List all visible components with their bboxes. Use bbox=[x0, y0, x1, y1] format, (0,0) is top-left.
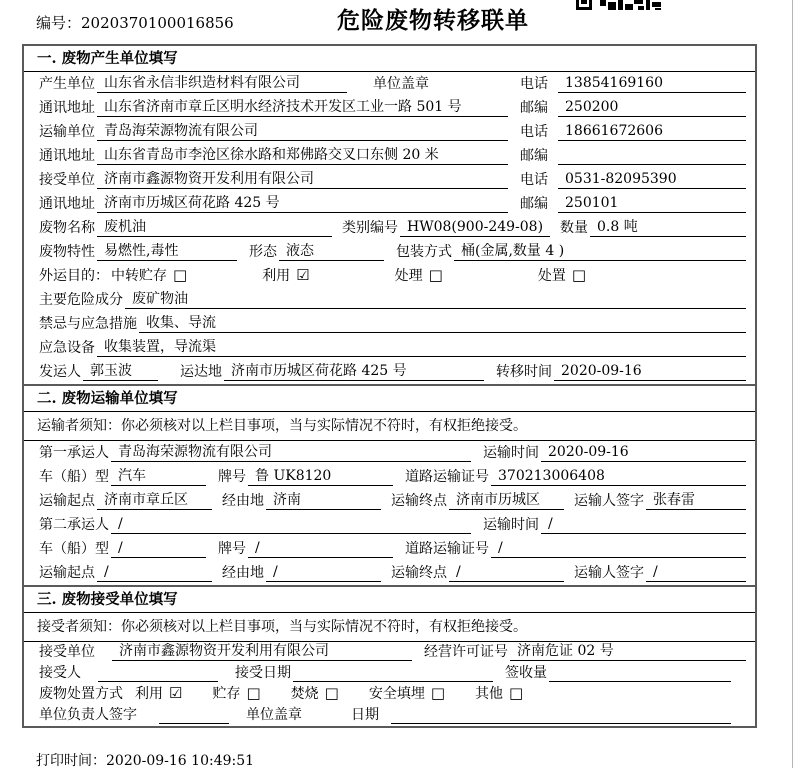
transport-time-label: 运输时间 bbox=[483, 445, 539, 461]
first-carrier-label: 第一承运人 bbox=[39, 445, 109, 461]
origin2-value: / bbox=[97, 564, 212, 582]
endpoint1-value: 济南市历城区 bbox=[449, 492, 564, 510]
checkbox-icon: □ bbox=[173, 266, 188, 284]
phone-label: 电话 bbox=[520, 124, 548, 140]
endpoint-label: 运输终点 bbox=[391, 493, 447, 509]
row-disposal-method bbox=[24, 684, 755, 705]
print-time bbox=[36, 750, 254, 770]
disposal-option-storage: 贮存 □ bbox=[212, 684, 261, 702]
manager-sign-label: 单位负责人签字 bbox=[39, 707, 137, 723]
row-vehicle1 bbox=[24, 465, 755, 489]
endpoint2-value: / bbox=[449, 564, 564, 582]
section-transporter bbox=[24, 384, 755, 585]
measures-value: 收集、导流 bbox=[139, 315, 746, 333]
checkbox-icon: □ bbox=[324, 684, 339, 702]
purpose-option-utilize: 利用 ☑ bbox=[262, 266, 310, 284]
carrier-sign-label: 运输人签字 bbox=[574, 565, 644, 581]
checkbox-checked-icon: ☑ bbox=[169, 684, 183, 702]
transport-time2-value: / bbox=[541, 516, 746, 534]
checkbox-checked-icon: ☑ bbox=[296, 266, 310, 284]
phone-label: 电话 bbox=[520, 172, 548, 188]
hazard-label: 主要危险成分 bbox=[39, 292, 123, 308]
property-label: 废物特性 bbox=[39, 244, 95, 260]
receive-date-value bbox=[293, 681, 493, 682]
receiver-notice: 接受者须知：你必须核对以上栏目事项，当与实际情况不符时，有权拒绝接受。 bbox=[24, 613, 755, 642]
form-value: 液态 bbox=[279, 243, 384, 261]
receiver-person-label: 接受人 bbox=[39, 665, 81, 681]
receiver-person-value bbox=[98, 681, 218, 682]
row-receiving-unit bbox=[24, 642, 755, 663]
address-label: 通讯地址 bbox=[39, 148, 95, 164]
zip-label: 邮编 bbox=[520, 196, 548, 212]
producer-phone-value: 13854169160 bbox=[558, 75, 746, 93]
row-transporter-address bbox=[24, 144, 755, 168]
transporter-address-value: 山东省青岛市李沧区徐水路和郑佛路交叉口东侧 20 米 bbox=[97, 147, 508, 165]
via-label: 经由地 bbox=[222, 493, 264, 509]
property-value: 易燃性,毒性 bbox=[97, 243, 237, 261]
producer-address-value: 山东省济南市章丘区明水经济技术开发区工业一路 501 号 bbox=[97, 99, 508, 117]
transporter-notice: 运输者须知：你必须核对以上栏目事项，当与实际情况不符时，有权拒绝接受。 bbox=[24, 412, 755, 441]
received-amount-value bbox=[549, 681, 731, 682]
row-receiver-person bbox=[24, 663, 755, 684]
row-second-carrier bbox=[24, 513, 755, 537]
waste-name-label: 废物名称 bbox=[39, 220, 95, 236]
category-value: HW08(900-249-08) bbox=[400, 219, 550, 237]
receiver-phone-value: 0531-82095390 bbox=[558, 171, 746, 189]
via-label: 经由地 bbox=[222, 565, 264, 581]
receiver-zip-value: 250101 bbox=[558, 195, 746, 213]
receive-date-label: 接受日期 bbox=[235, 665, 291, 681]
plate-label: 牌号 bbox=[218, 541, 246, 557]
zip-label: 邮编 bbox=[520, 100, 548, 116]
origin1-value: 济南市章丘区 bbox=[97, 492, 212, 510]
purpose-option-transfer-storage: 中转贮存 □ bbox=[111, 266, 188, 284]
packing-value: 桶(金属,数量 4 ) bbox=[454, 243, 746, 261]
checkbox-icon: □ bbox=[246, 684, 261, 702]
row-producer bbox=[24, 72, 755, 96]
waste-name-value: 废机油 bbox=[97, 219, 332, 237]
purpose-label: 外运目的： bbox=[39, 268, 109, 284]
destination-label: 运达地 bbox=[180, 364, 222, 380]
row-measures bbox=[24, 312, 755, 336]
disposal-option-incinerate: 焚烧 □ bbox=[290, 684, 339, 702]
received-amount-label: 签收量 bbox=[505, 665, 547, 681]
row-hazard bbox=[24, 288, 755, 312]
equipment-value: 收集装置，导流渠 bbox=[97, 339, 746, 357]
via2-value: / bbox=[266, 564, 381, 582]
manager-sign-value bbox=[159, 723, 229, 724]
second-carrier-value: / bbox=[111, 516, 471, 534]
address-label: 通讯地址 bbox=[39, 196, 95, 212]
page-edge-line bbox=[792, 0, 793, 768]
row-route1 bbox=[24, 489, 755, 513]
disposal-option-utilize: 利用 ☑ bbox=[135, 684, 183, 702]
transport-time1-value: 2020-09-16 bbox=[541, 444, 746, 462]
vehicle-type-label: 车（船）型 bbox=[39, 541, 109, 557]
disposal-option-other: 其他 □ bbox=[475, 684, 524, 702]
form-label: 形态 bbox=[249, 244, 277, 260]
row-producer-address bbox=[24, 96, 755, 120]
transporter-phone-value: 18661672606 bbox=[558, 123, 746, 141]
road-permit-label: 道路运输证号 bbox=[405, 541, 489, 557]
quantity-label: 数量 bbox=[560, 220, 588, 236]
section-producer bbox=[24, 46, 755, 384]
row-manager-sign bbox=[24, 705, 755, 726]
checkbox-icon: □ bbox=[430, 684, 446, 702]
manifest-form bbox=[22, 44, 757, 728]
checkbox-icon: □ bbox=[428, 266, 443, 284]
print-time-label: 打印时间： bbox=[36, 753, 106, 769]
date-label: 日期 bbox=[351, 707, 379, 723]
receiver-label: 接受单位 bbox=[39, 172, 95, 188]
row-first-carrier bbox=[24, 441, 755, 465]
address-label: 通讯地址 bbox=[39, 100, 95, 116]
date-value bbox=[391, 723, 731, 724]
checkbox-icon: □ bbox=[509, 684, 524, 702]
section-transporter-header: 二. 废物运输单位填写 bbox=[24, 386, 755, 412]
row-vehicle2 bbox=[24, 537, 755, 561]
row-purpose bbox=[24, 264, 755, 288]
plate2-value: / bbox=[248, 540, 393, 558]
print-time-value: 2020-09-16 10:49:51 bbox=[106, 753, 255, 769]
vehicle-type1-value: 汽车 bbox=[111, 468, 206, 486]
endpoint-label: 运输终点 bbox=[391, 565, 447, 581]
section-producer-header: 一. 废物产生单位填写 bbox=[24, 46, 755, 72]
section-receiver-header: 三. 废物接受单位填写 bbox=[24, 587, 755, 613]
producer-label: 产生单位 bbox=[39, 76, 95, 92]
serial-value: 2020370100016856 bbox=[81, 14, 234, 32]
carrier-sign2-value: / bbox=[646, 564, 746, 582]
plate1-value: 鲁 UK8120 bbox=[248, 468, 393, 486]
transporter-value: 青岛海荣源物流有限公司 bbox=[97, 123, 508, 141]
vehicle-type2-value: / bbox=[111, 540, 206, 558]
hazard-value: 废矿物油 bbox=[125, 291, 746, 309]
transporter-label: 运输单位 bbox=[39, 124, 95, 140]
packing-label: 包装方式 bbox=[396, 244, 452, 260]
qr-code-fragment-icon bbox=[576, 0, 664, 11]
equipment-label: 应急设备 bbox=[39, 340, 95, 356]
origin-label: 运输起点 bbox=[39, 565, 95, 581]
row-receiver bbox=[24, 168, 755, 192]
road-permit1-value: 370213006408 bbox=[491, 468, 746, 486]
receiver-value: 济南市鑫源物资开发利用有限公司 bbox=[97, 171, 508, 189]
carrier-sign-label: 运输人签字 bbox=[574, 493, 644, 509]
document-header bbox=[0, 0, 796, 44]
receiving-unit-label: 接受单位 bbox=[39, 644, 95, 660]
measures-label: 禁忌与应急措施 bbox=[39, 316, 137, 332]
checkbox-icon: □ bbox=[571, 266, 587, 284]
transfer-time-label: 转移时间 bbox=[496, 364, 552, 380]
disposal-option-landfill: 安全填埋 □ bbox=[368, 684, 446, 702]
section-receiver bbox=[24, 585, 755, 726]
via1-value: 济南 bbox=[266, 492, 381, 510]
producer-value: 山东省永信非织造材料有限公司 bbox=[97, 75, 347, 93]
shipper-label: 发运人 bbox=[39, 364, 81, 380]
origin-label: 运输起点 bbox=[39, 493, 95, 509]
transport-time-label: 运输时间 bbox=[483, 517, 539, 533]
row-waste-property bbox=[24, 240, 755, 264]
plate-label: 牌号 bbox=[218, 469, 246, 485]
disposal-method-label: 废物处置方式 bbox=[39, 686, 123, 702]
shipper-value: 郭玉波 bbox=[83, 363, 158, 381]
quantity-value: 0.8 吨 bbox=[590, 219, 746, 237]
transfer-time-value: 2020-09-16 bbox=[554, 363, 746, 381]
second-carrier-label: 第二承运人 bbox=[39, 517, 109, 533]
zip-label: 邮编 bbox=[520, 148, 548, 164]
first-carrier-value: 青岛海荣源物流有限公司 bbox=[111, 444, 471, 462]
purpose-option-dispose: 处置 □ bbox=[537, 266, 587, 284]
unit-seal-label: 单位盖章 bbox=[373, 76, 429, 92]
phone-label: 电话 bbox=[520, 76, 548, 92]
row-shipper bbox=[24, 360, 755, 384]
row-waste-name bbox=[24, 216, 755, 240]
transporter-zip-value bbox=[558, 164, 746, 165]
license-value: 济南危证 02 号 bbox=[510, 643, 746, 661]
vehicle-type-label: 车（船）型 bbox=[39, 469, 109, 485]
purpose-option-treat: 处理 □ bbox=[394, 266, 443, 284]
carrier-sign1-value: 张春雷 bbox=[646, 492, 746, 510]
row-transporter bbox=[24, 120, 755, 144]
row-receiver-address bbox=[24, 192, 755, 216]
receiving-unit-value: 济南市鑫源物资开发利用有限公司 bbox=[112, 643, 412, 661]
document-title: 危险废物转移联单 bbox=[337, 7, 529, 34]
unit-seal-label: 单位盖章 bbox=[246, 707, 302, 723]
receiver-address-value: 济南市历城区荷花路 425 号 bbox=[97, 195, 508, 213]
destination-value: 济南市历城区荷花路 425 号 bbox=[224, 363, 484, 381]
producer-zip-value: 250200 bbox=[558, 99, 746, 117]
row-route2 bbox=[24, 561, 755, 585]
serial-label: 编号： bbox=[36, 14, 82, 32]
row-equipment bbox=[24, 336, 755, 360]
road-permit2-value: / bbox=[491, 540, 746, 558]
road-permit-label: 道路运输证号 bbox=[405, 469, 489, 485]
serial-number bbox=[36, 12, 234, 33]
category-label: 类别编号 bbox=[342, 220, 398, 236]
license-label: 经营许可证号 bbox=[424, 644, 508, 660]
